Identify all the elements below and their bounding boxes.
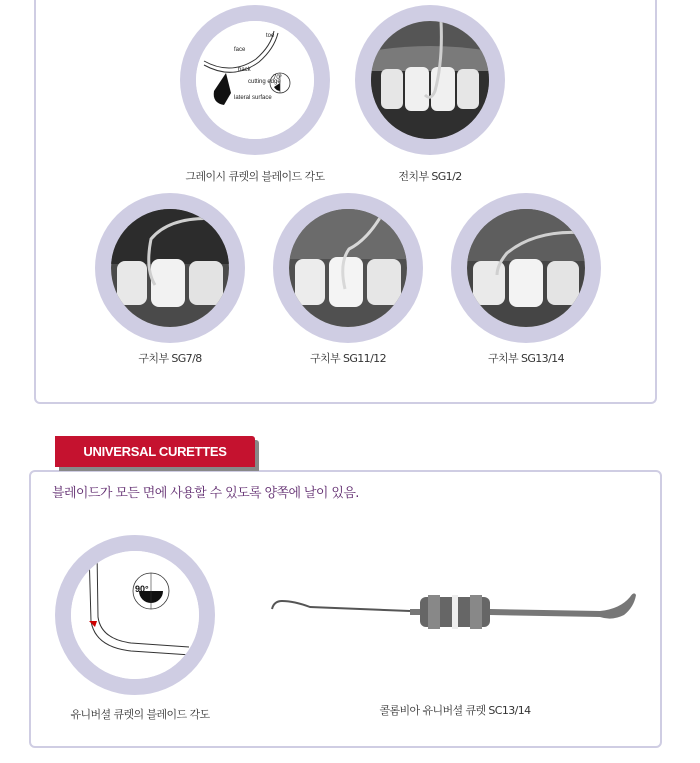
universal-blade-angle-diagram <box>71 551 199 679</box>
caption-sg1-2: 전치부 SG1/2 <box>398 170 462 183</box>
universal-curettes-tab: UNIVERSAL CURETTES <box>55 436 255 467</box>
universal-description: 블레이드가 모든 면에 사용할 수 있도록 양쪽에 날이 있음. <box>52 486 359 501</box>
cutting-edge-label: cutting edge <box>248 79 281 85</box>
anterior-teeth-photo-icon <box>371 21 489 139</box>
sg11-12-photo-circle <box>273 193 423 343</box>
sg1-2-photo-circle <box>355 5 505 155</box>
angle-70-label: 70° <box>273 75 283 81</box>
caption-sg7-8: 구치부 SG7/8 <box>138 352 202 365</box>
universal-blade-angle-circle <box>55 535 215 695</box>
caption-universal-blade-angle: 유니버셜 큐렛의 블레이드 각도 <box>70 708 210 721</box>
sg7-8-photo <box>111 209 229 327</box>
columbia-universal-curette-image <box>270 585 640 640</box>
curette-instrument-icon <box>272 593 636 629</box>
back-label: back <box>238 67 251 73</box>
caption-sg11-12: 구치부 SG11/12 <box>310 352 386 365</box>
posterior-teeth-photo-icon <box>467 209 585 327</box>
sg13-14-photo-circle <box>451 193 601 343</box>
lateral-surface-label: lateral surface <box>234 95 272 101</box>
sg7-8-photo-circle <box>95 193 245 343</box>
sg13-14-photo <box>467 209 585 327</box>
blade-angle-diagram-circle <box>180 5 330 155</box>
posterior-teeth-photo-icon <box>289 209 407 327</box>
angle-90-label: 90° <box>135 584 149 594</box>
sg1-2-photo <box>371 21 489 139</box>
gracey-blade-diagram-icon <box>196 21 314 139</box>
face-label: face <box>234 47 246 53</box>
sg11-12-photo <box>289 209 407 327</box>
caption-gracey-blade-angle: 그레이시 큐렛의 블레이드 각도 <box>185 170 325 183</box>
blade-angle-diagram <box>196 21 314 139</box>
caption-columbia-curette: 콜롬비아 유니버셜 큐렛 SC13/14 <box>379 704 531 717</box>
caption-sg13-14: 구치부 SG13/14 <box>488 352 564 365</box>
posterior-teeth-photo-icon <box>111 209 229 327</box>
toe-label: toe <box>266 33 275 39</box>
universal-blade-diagram-icon <box>71 551 199 679</box>
